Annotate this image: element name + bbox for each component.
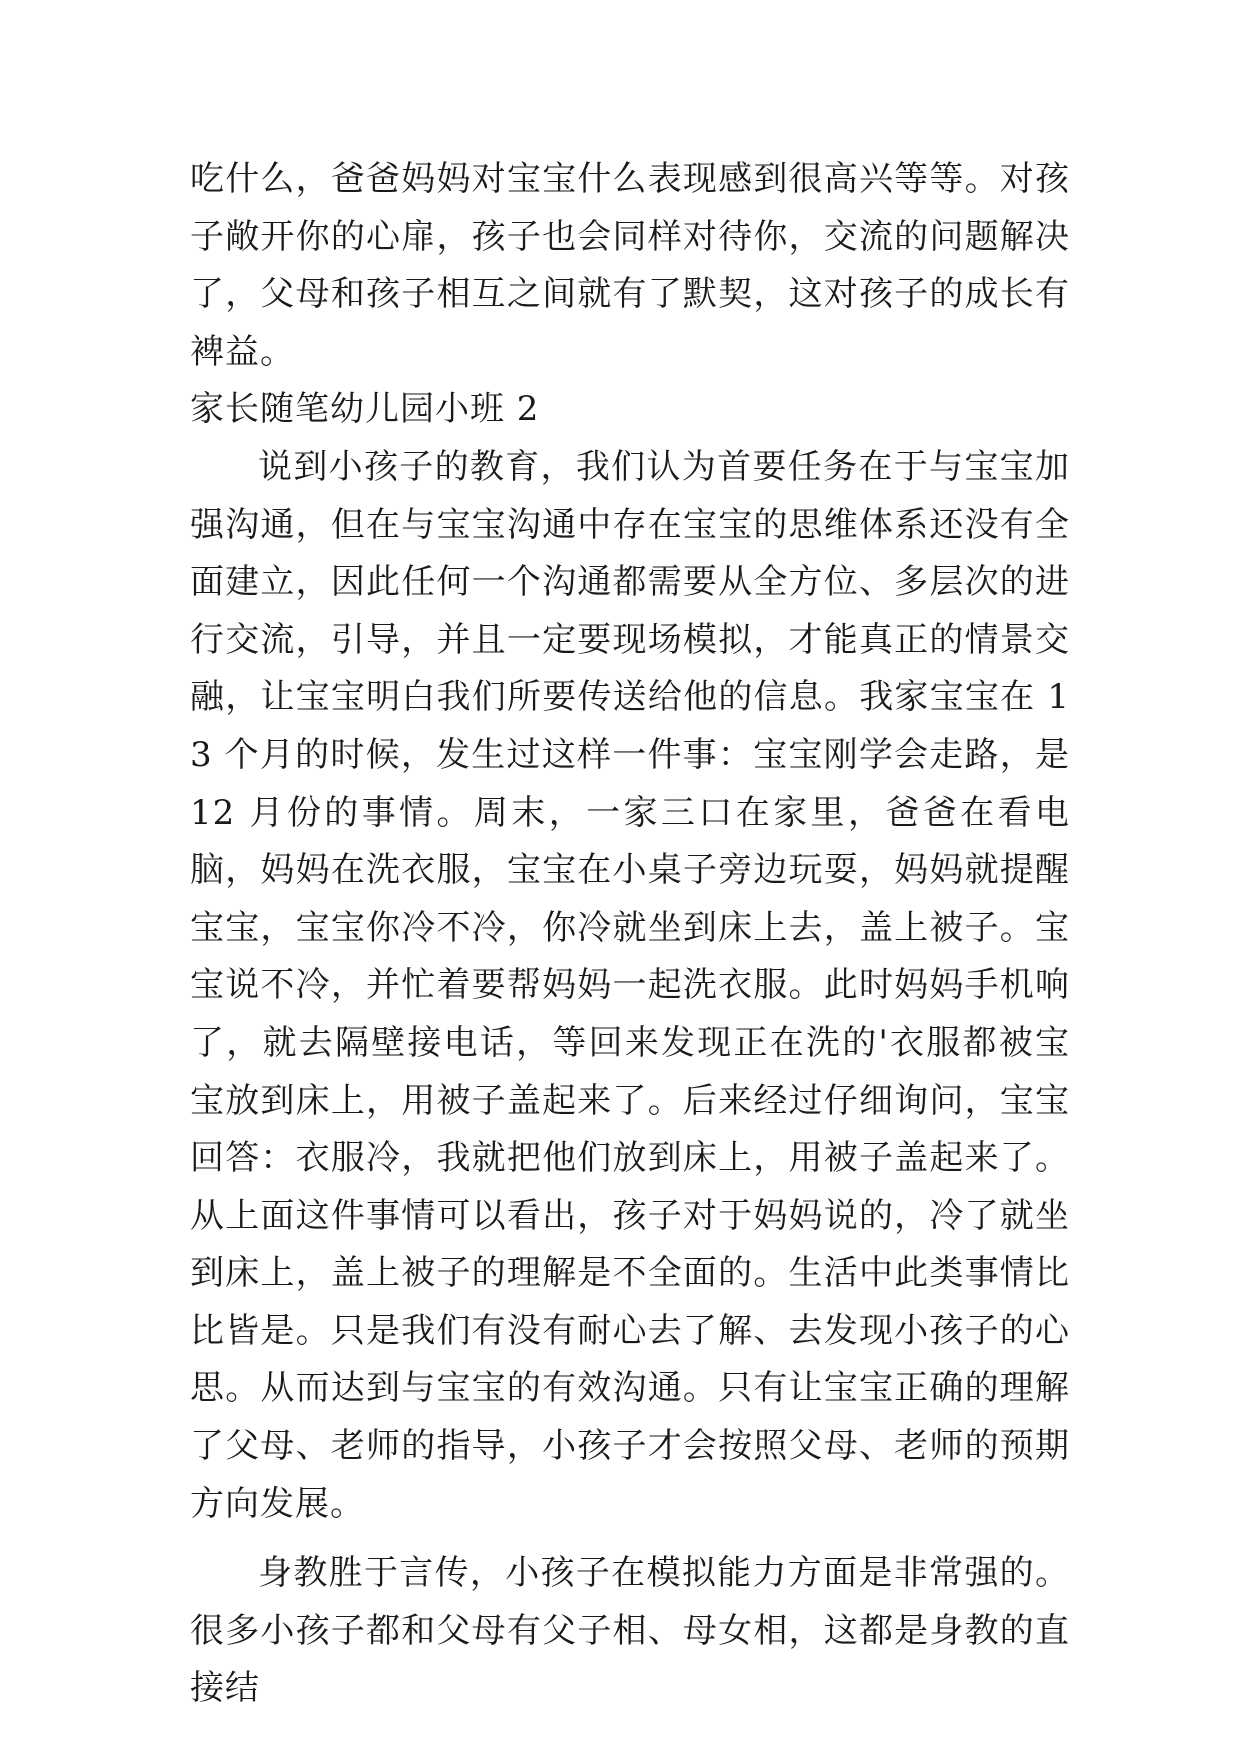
- section-title: 家长随笔幼儿园小班 2: [190, 389, 540, 430]
- continued-paragraph: 吃什么，爸爸妈妈对宝宝什么表现感到很高兴等等。对孩子敞开你的心扉，孩子也会同样对待你，交流的问题解决了，父母和孩子相互之间就有了默契，这对孩子的成长有裨益。: [190, 159, 1070, 372]
- document-body: [190, 151, 1070, 1718]
- paragraph-communication: 说到小孩子的教育，我们认为首要任务在于与宝宝加强沟通，但在与宝宝沟通中存在宝宝的思维体系还没有全面建立，因此任何一个沟通都需要从全方位、多层次的进行交流，引导，并且一定要现场模拟，才能真正的情景交融，让宝宝明白我们所要传送给他的信息。我家宝宝在 13 个月的时候，发生过这样一件事：宝宝刚学会走路，是 12 月份的事情。周末，一家三口在家里，爸爸在看电脑，妈妈在洗衣服，宝宝在小桌子旁边玩耍，妈妈就提醒宝宝，宝宝你冷不冷，你冷就坐到床上去，盖上被子。宝宝说不冷，并忙着要帮妈妈一起洗衣服。此时妈妈手机响了，就去隔壁接电话，等回来发现正在洗的'衣服都被宝宝放到床上，用被子盖起来了。后来经过仔细询问，宝宝回答：衣服冷，我就把他们放到床上，用被子盖起来了。从上面这件事情可以看出，孩子对于妈妈说的，冷了就坐到床上，盖上被子的理解是不全面的。生活中此类事情比比皆是。只是我们有没有耐心去了解、去发现小孩子的心思。从而达到与宝宝的有效沟通。只有让宝宝正确的理解了父母、老师的指导，小孩子才会按照父母、老师的预期方向发展。: [190, 446, 1070, 1524]
- paragraph-example: 身教胜于言传，小孩子在模拟能力方面是非常强的。很多小孩子都和父母有父子相、母女相，这都是身教的直接结: [190, 1553, 1070, 1709]
